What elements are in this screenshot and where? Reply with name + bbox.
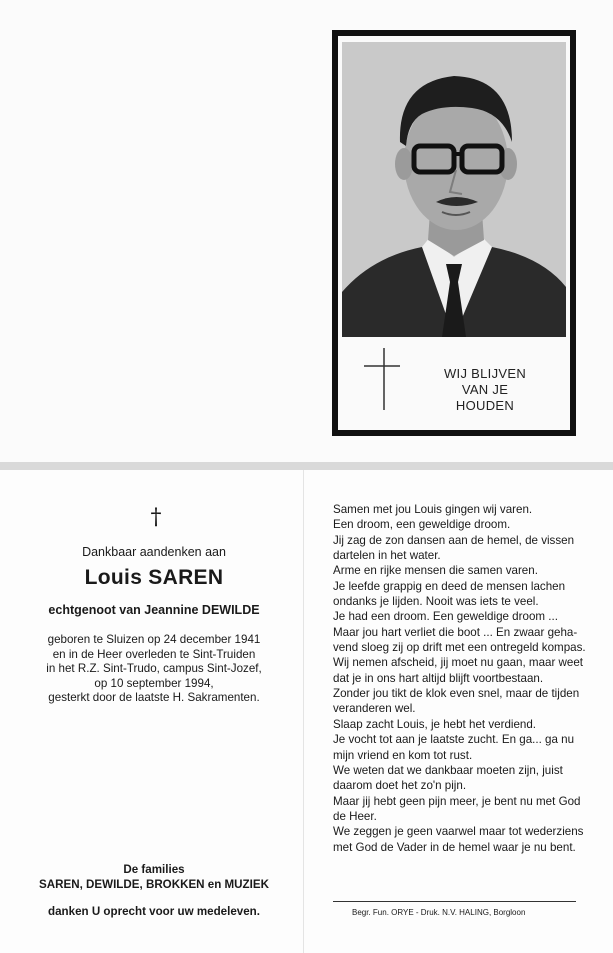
portrait-photo [342,42,566,337]
motto-line: HOUDEN [455,398,515,413]
printer-credit: Begr. Fun. ORYE - Druk. N.V. HALING, Borgloon [352,908,526,917]
poem-line: vend sloeg zij op drift met een ontregeld kompas. [333,641,586,655]
poem [333,502,609,855]
poem-line: Wij nemen afscheid, jij moet nu gaan, maar weet [333,656,584,670]
poem-line: ondanks je lijden. Nooit was iets te veel. [333,595,539,609]
divider-line [333,901,576,902]
cross-icon [362,346,402,412]
poem-line: veranderen wel. [333,702,416,716]
bio-line: en in de Heer overleden te Sint-Truiden [52,647,256,661]
motto-line: VAN JE [461,382,509,397]
poem-line: mijn vriend en kom tot rust. [333,748,473,762]
poem-line: dat je in ons hart altijd blijft voortbestaan. [333,671,544,685]
bio-line: op 10 september 1994, [94,676,214,690]
poem-line: Jij zag de zon dansen aan de hemel, de vissen [333,533,575,547]
poem-line: dartelen in het water. [333,549,441,563]
memorial-card-inside [0,470,613,953]
poem-line: We zeggen je geen vaarwel maar tot wederziens [333,825,584,839]
motto-text [410,366,560,414]
photo-frame-inner [338,36,570,430]
portrait-illustration [342,42,566,337]
families-block [12,863,296,892]
bio-line: in het R.Z. Sint-Trudo, campus Sint-Jozef, [46,662,262,676]
poem-line: Samen met jou Louis gingen wij varen. [333,503,533,516]
fold-line [303,470,304,953]
deceased-name: Louis SAREN [84,566,224,589]
poem-line: Arme en rijke mensen die samen varen. [333,564,538,578]
spouse-line: echtgenoot van Jeannine DEWILDE [48,603,260,617]
families-line: SAREN, DEWILDE, BROKKEN en MUZIEK [39,877,269,891]
memorial-card-front [0,0,613,462]
motto-line: WIJ BLIJVEN [443,366,527,381]
thanks-line: danken U oprecht voor uw medeleven. [48,905,260,918]
poem-line: Je had een droom. Een geweldige droom ... [333,610,558,624]
poem-line: de Heer. [333,809,377,823]
poem-line: We weten dat we dankbaar moeten zijn, juist [333,763,563,777]
poem-line: met God de Vader in de hemel waar je nu bent. [333,840,576,854]
poem-line: Je leefde grappig en deed de mensen lachen [333,579,566,593]
poem-line: Maar jij hebt geen pijn meer, je bent nu met God [333,794,581,808]
bio-line: gesterkt door de laatste H. Sakramenten. [48,691,260,705]
dagger-cross-icon: † [150,505,162,530]
poem-line: daarom doet het zo'n pijn. [333,779,467,793]
poem-line: Zonder jou tikt de klok even snel, maar de tijden [333,687,580,701]
photo-frame [332,30,576,436]
poem-line: Een droom, een geweldige droom. [333,518,511,532]
bio-line: geboren te Sluizen op 24 december 1941 [47,633,261,646]
biography [12,633,296,706]
families-line: De families [123,863,185,876]
poem-line: Je vocht tot aan je laatste zucht. En ga... ga nu [333,733,575,747]
intro-text: Dankbaar aandenken aan [82,545,226,559]
poem-line: Slaap zacht Louis, je hebt het verdiend. [333,717,537,731]
poem-line: Maar jou hart verliet die boot ... En zwaar geha- [333,625,578,639]
